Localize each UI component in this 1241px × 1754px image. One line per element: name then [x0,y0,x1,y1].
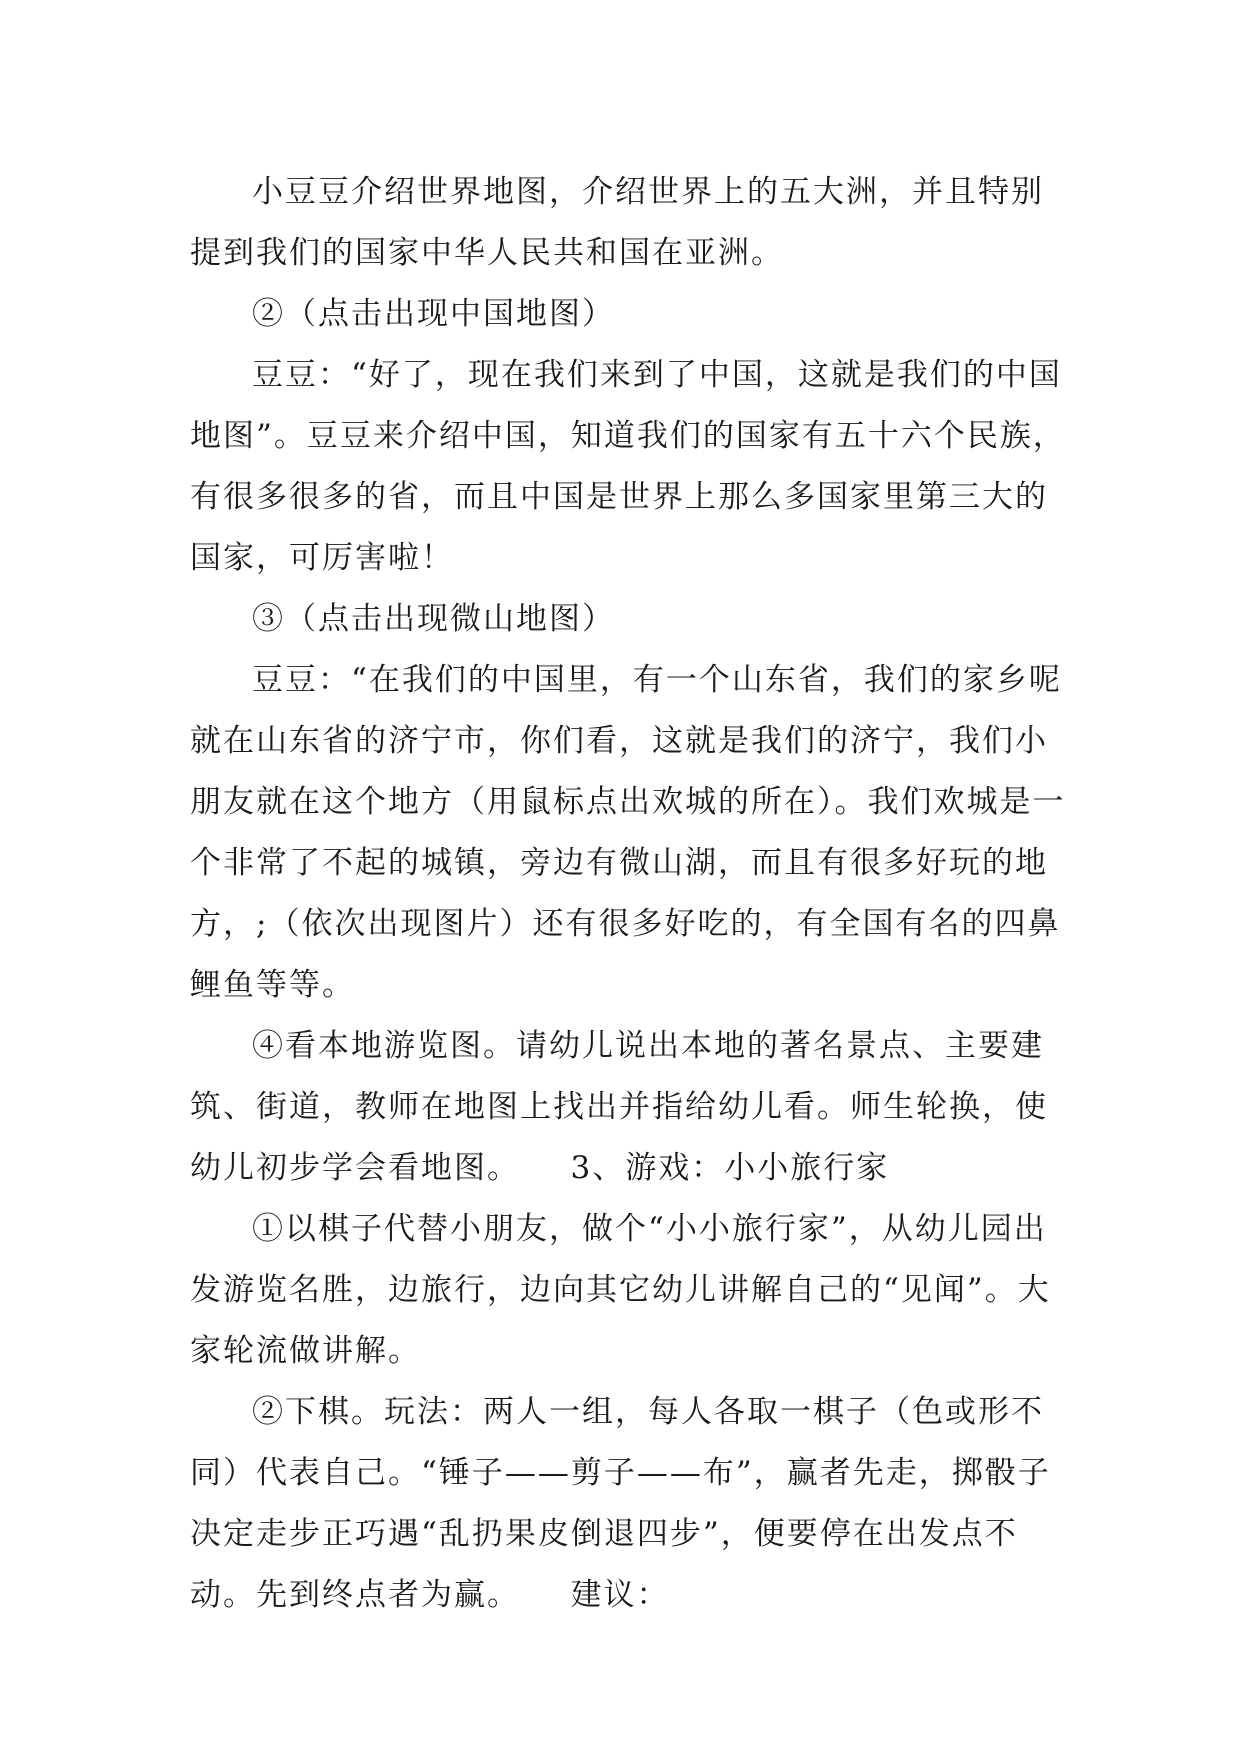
paragraph-china-map: 豆豆：“好了，现在我们来到了中国，这就是我们的中国地图”。豆豆来介绍中国，知道我们的国家有五十六个民族，有很多很多的省，而且中国是世界上那么多国家里第三大的国家，可厉害啦！ [190,357,1066,576]
paragraph-weishan-map: 豆豆：“在我们的中国里，有一个山东省，我们的家乡呢就在山东省的济宁市，你们看，这就是我们的济宁，我们小朋友就在这个地方（用鼠标点出欢城的所在）。我们欢城是一个非常了不起的城镇，旁边有微山湖，而且有很多好玩的地方，;（依次出现图片）还有很多好吃的，有全国有名的四鼻鲤鱼等等。 [190,662,1066,1003]
paragraph-step-3: ③（点击出现微山地图） [252,601,615,637]
paragraph-step-2: ②（点击出现中国地图） [252,296,615,332]
paragraph-game-step-1: ①以棋子代替小朋友，做个“小小旅行家”，从幼儿园出发游览名胜，边旅行，边向其它幼儿讲解自己的“见闻”。大家轮流做讲解。 [190,1211,1051,1369]
paragraph-game-step-2: ②下棋。玩法：两人一组，每人各取一棋子（色或形不同）代表自己。“锤子——剪子——布”，赢者先走，掷骰子决定走步正巧遇“乱扔果皮倒退四步”，便要停在出发点不动。先到终点者为赢。 建议： [190,1394,1051,1613]
paragraph-world-map: 小豆豆介绍世界地图，介绍世界上的五大洲，并且特别提到我们的国家中华人民共和国在亚洲。 [190,174,1044,271]
paragraph-step-4: ④看本地游览图。请幼儿说出本地的著名景点、主要建筑、街道，教师在地图上找出并指给幼儿看。师生轮换，使幼儿初步学会看地图。 3、游戏：小小旅行家 [190,1028,1048,1186]
document-body [190,162,1070,1626]
